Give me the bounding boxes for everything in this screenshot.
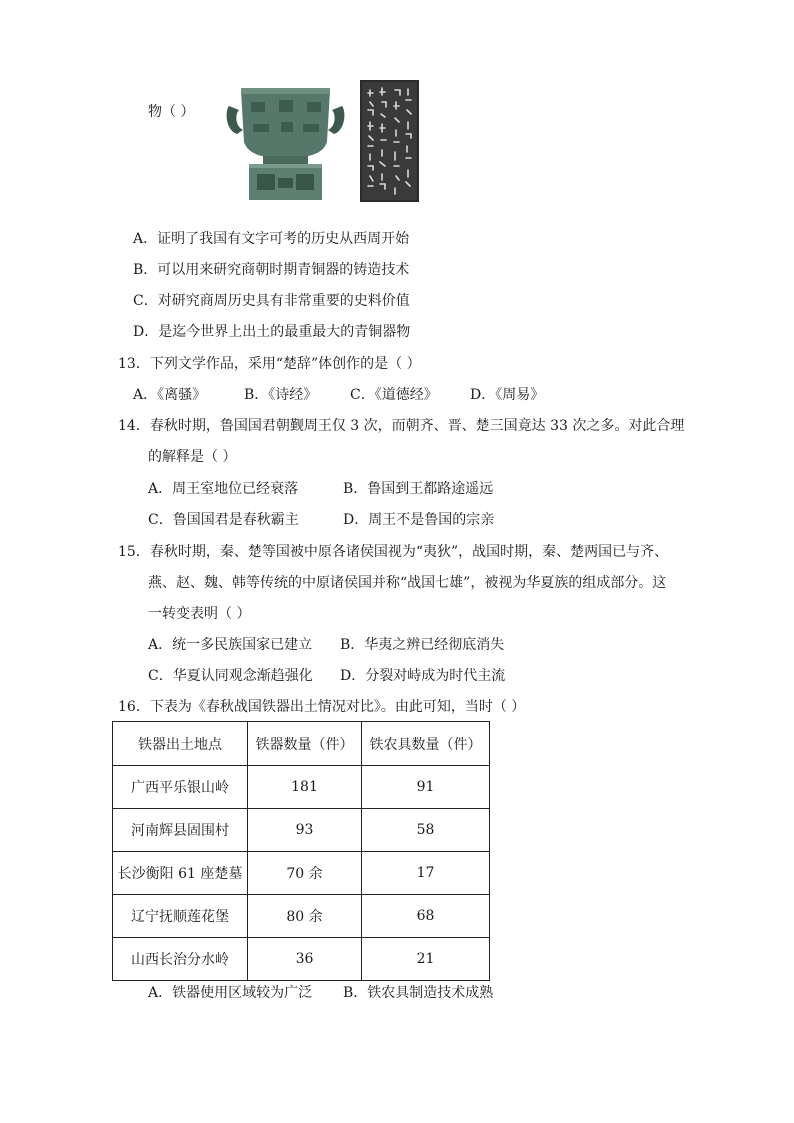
q15-stem-line-1: 15．春秋时期，秦、楚等国被中原各诸侯国视为“夷狄”，战国时期，秦、楚两国已与齐、 <box>118 544 669 560</box>
table-cell: 河南辉县固围村 <box>113 809 248 852</box>
q13-option-b[interactable]: B．《诗经》 <box>244 387 318 403</box>
table-header-cell: 铁器数量（件） <box>248 722 362 766</box>
q13-option-a[interactable]: A．《离骚》 <box>133 387 207 403</box>
q12-stem-tail: 物（ ） <box>148 104 195 120</box>
table-cell: 70 余 <box>248 852 362 895</box>
table-cell: 辽宁抚顺莲花堡 <box>113 895 248 938</box>
iron-excavation-table <box>112 721 490 981</box>
q15-option-a[interactable]: A．统一多民族国家已建立 <box>148 637 313 653</box>
table-row <box>113 766 490 809</box>
q14-stem-line-2: 的解释是（ ） <box>148 449 237 465</box>
table-cell: 181 <box>248 766 362 809</box>
q14-option-a[interactable]: A．周王室地位已经衰落 <box>148 481 299 497</box>
q12-option-a[interactable]: A．证明了我国有文字可考的历史从西周开始 <box>133 231 410 247</box>
q15-stem-line-3: 一转变表明（ ） <box>148 606 251 622</box>
q15-option-c[interactable]: C．华夏认同观念渐趋强化 <box>148 668 313 684</box>
q14-option-b[interactable]: B．鲁国到王都路途遥远 <box>343 481 494 497</box>
table-cell: 21 <box>362 938 490 981</box>
q13-option-d[interactable]: D．《周易》 <box>470 387 545 403</box>
bronze-vessel-image <box>223 80 348 202</box>
table-row <box>113 895 490 938</box>
q12-option-b[interactable]: B．可以用来研究商朝时期青铜器的铸造技术 <box>133 262 410 278</box>
table-cell: 58 <box>362 809 490 852</box>
table-cell: 17 <box>362 852 490 895</box>
table-row <box>113 809 490 852</box>
q15-option-b[interactable]: B．华夷之辨已经彻底消失 <box>340 637 505 653</box>
q16-option-a[interactable]: A．铁器使用区域较为广泛 <box>148 985 313 1001</box>
table-cell: 长沙衡阳 61 座楚墓 <box>113 852 248 895</box>
q13-stem: 13．下列文学作品，采用“楚辞”体创作的是（ ） <box>118 356 421 372</box>
table-row <box>113 852 490 895</box>
q16-option-b[interactable]: B．铁农具制造技术成熟 <box>343 985 494 1001</box>
q14-stem-line-1: 14．春秋时期，鲁国国君朝觐周王仅 3 次，而朝齐、晋、楚三国竟达 33 次之多。对此合理 <box>118 418 685 434</box>
table-cell: 93 <box>248 809 362 852</box>
table-header-cell: 铁器出土地点 <box>113 722 248 766</box>
table-cell: 广西平乐银山岭 <box>113 766 248 809</box>
table-cell: 80 余 <box>248 895 362 938</box>
table-row <box>113 938 490 981</box>
table-cell: 91 <box>362 766 490 809</box>
table-cell: 山西长治分水岭 <box>113 938 248 981</box>
q16-stem: 16．下表为《春秋战国铁器出土情况对比》。由此可知，当时（ ） <box>118 699 526 715</box>
q13-option-c[interactable]: C．《道德经》 <box>350 387 438 403</box>
q12-option-c[interactable]: C．对研究商周历史具有非常重要的史料价值 <box>133 293 410 309</box>
q15-option-d[interactable]: D．分裂对峙成为时代主流 <box>340 668 506 684</box>
q15-stem-line-2: 燕、赵、魏、韩等传统的中原诸侯国并称“战国七雄”，被视为华夏族的组成部分。这 <box>148 575 667 591</box>
q12-option-d[interactable]: D．是迄今世界上出土的最重最大的青铜器物 <box>133 324 411 340</box>
table-cell: 68 <box>362 895 490 938</box>
bronze-inscription-rubbing-image <box>360 80 419 202</box>
table-header-row <box>113 722 490 766</box>
table-cell: 36 <box>248 938 362 981</box>
q14-option-c[interactable]: C．鲁国国君是春秋霸主 <box>148 512 299 528</box>
table-header-cell: 铁农具数量（件） <box>362 722 490 766</box>
q14-option-d[interactable]: D．周王不是鲁国的宗亲 <box>343 512 495 528</box>
